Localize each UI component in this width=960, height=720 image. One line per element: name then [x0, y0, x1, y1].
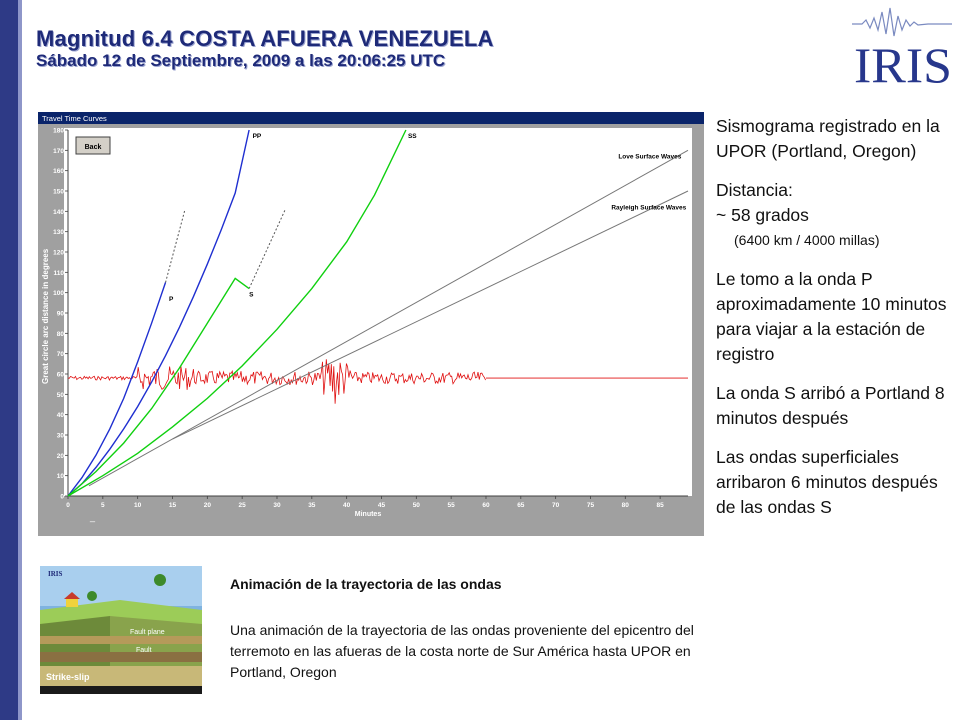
- x-tick-label: 45: [377, 502, 386, 509]
- slide-title: Magnitud 6.4 COSTA AFUERA VENEZUELA: [36, 26, 494, 51]
- iris-logo: [848, 0, 956, 90]
- left-accent-stripe: [18, 0, 22, 720]
- x-tick-label: 70: [552, 502, 560, 509]
- y-tick-label: 80: [56, 330, 64, 338]
- y-tick-label: 160: [53, 168, 64, 176]
- y-tick-label: 10: [56, 473, 64, 481]
- y-tick-label: 20: [56, 452, 64, 460]
- x-tick-label: 25: [238, 502, 246, 509]
- annotation-p: P: [169, 295, 174, 303]
- x-tick-label: 85: [656, 502, 664, 509]
- x-tick-label: 0: [66, 502, 70, 509]
- iris-logo-text: IRIS: [854, 37, 952, 90]
- x-tick-label: 50: [412, 502, 420, 509]
- y-tick-label: 110: [53, 269, 64, 277]
- y-tick-label: 120: [53, 249, 64, 257]
- y-tick-label: 30: [56, 432, 64, 440]
- p-wave-note: Le tomo a la onda P aproximadamente 10 minutos para viajar a la estación de registro: [716, 269, 947, 364]
- y-tick-label: 90: [56, 310, 64, 318]
- back-button-label: Back: [84, 144, 102, 151]
- left-accent-bar: [0, 0, 18, 720]
- x-tick-label: 35: [308, 502, 316, 509]
- thumb-logo: IRIS: [48, 570, 63, 578]
- y-tick-label: 180: [53, 127, 64, 135]
- animation-title: Animación de la trayectoria de las ondas: [230, 576, 502, 592]
- slide-subtitle: Sábado 12 de Septiembre, 2009 a las 20:06:25 UTC: [36, 51, 446, 70]
- y-tick-label: 70: [56, 351, 64, 359]
- y-tick-label: 40: [56, 412, 64, 420]
- distance-km: (6400 km / 4000 millas): [734, 232, 880, 248]
- thumb-label-type: Strike-slip: [46, 672, 90, 682]
- annotation-ss: SS: [407, 133, 417, 141]
- annotation-rayleigh-surface-waves: Rayleigh Surface Waves: [611, 204, 687, 212]
- y-tick-label: 0: [60, 493, 64, 501]
- y-tick-label: 100: [53, 290, 64, 298]
- y-tick-label: 60: [56, 371, 64, 379]
- plot-area: [64, 128, 692, 496]
- thumb-label-fault: Fault: [136, 647, 152, 654]
- travel-time-chart: [38, 112, 704, 536]
- chart-titlebar: [38, 112, 704, 124]
- distance-value: ~ 58 grados: [716, 205, 809, 225]
- chart-window-title: Travel Time Curves: [42, 114, 107, 123]
- annotation-s: S: [249, 291, 254, 299]
- annotation-pp: PP: [252, 133, 262, 141]
- x-tick-label: 65: [517, 502, 525, 509]
- y-tick-label: 50: [56, 391, 64, 399]
- back-button[interactable]: [76, 137, 110, 154]
- y-tick-label: 140: [53, 208, 64, 216]
- x-axis-label: Minutes: [354, 511, 382, 518]
- station-note: Sismograma registrado en la UPOR (Portland, Oregon): [716, 116, 940, 161]
- seismograph-trace-icon: [852, 8, 952, 36]
- animation-thumbnail[interactable]: [40, 566, 202, 694]
- x-tick-label: 55: [447, 502, 455, 509]
- chart-sub-label: _: [90, 512, 96, 522]
- distance-label: Distancia:: [716, 180, 793, 200]
- animation-description: Una animación de la trayectoria de las ondas proveniente del epicentro del terremoto en las afueras de la costa norte de Sur América hasta UPOR en Portland, Oregon: [230, 622, 694, 680]
- y-tick-label: 170: [53, 147, 64, 155]
- x-tick-label: 20: [203, 502, 211, 509]
- surface-wave-note: Las ondas superficiales arribaron 6 minutos después de las ondas S: [716, 447, 938, 517]
- annotation-love-surface-waves: Love Surface Waves: [618, 153, 682, 161]
- x-tick-label: 80: [621, 502, 629, 509]
- x-tick-label: 15: [168, 502, 177, 509]
- y-tick-label: 130: [53, 229, 64, 237]
- thumb-label-plane: Fault plane: [130, 629, 165, 636]
- x-tick-label: 60: [482, 502, 490, 509]
- x-tick-label: 10: [134, 502, 142, 509]
- y-axis-label: Great circle arc distance in degrees: [41, 248, 50, 384]
- x-tick-label: 40: [343, 502, 351, 509]
- x-tick-label: 5: [101, 502, 105, 509]
- house-icon: [66, 598, 78, 607]
- x-tick-label: 30: [273, 502, 281, 509]
- s-wave-note: La onda S arribó a Portland 8 minutos después: [716, 383, 945, 428]
- x-tick-label: 75: [586, 502, 595, 509]
- tree-icon: [87, 591, 97, 601]
- y-tick-label: 150: [53, 188, 64, 196]
- notes-panel: [716, 114, 952, 520]
